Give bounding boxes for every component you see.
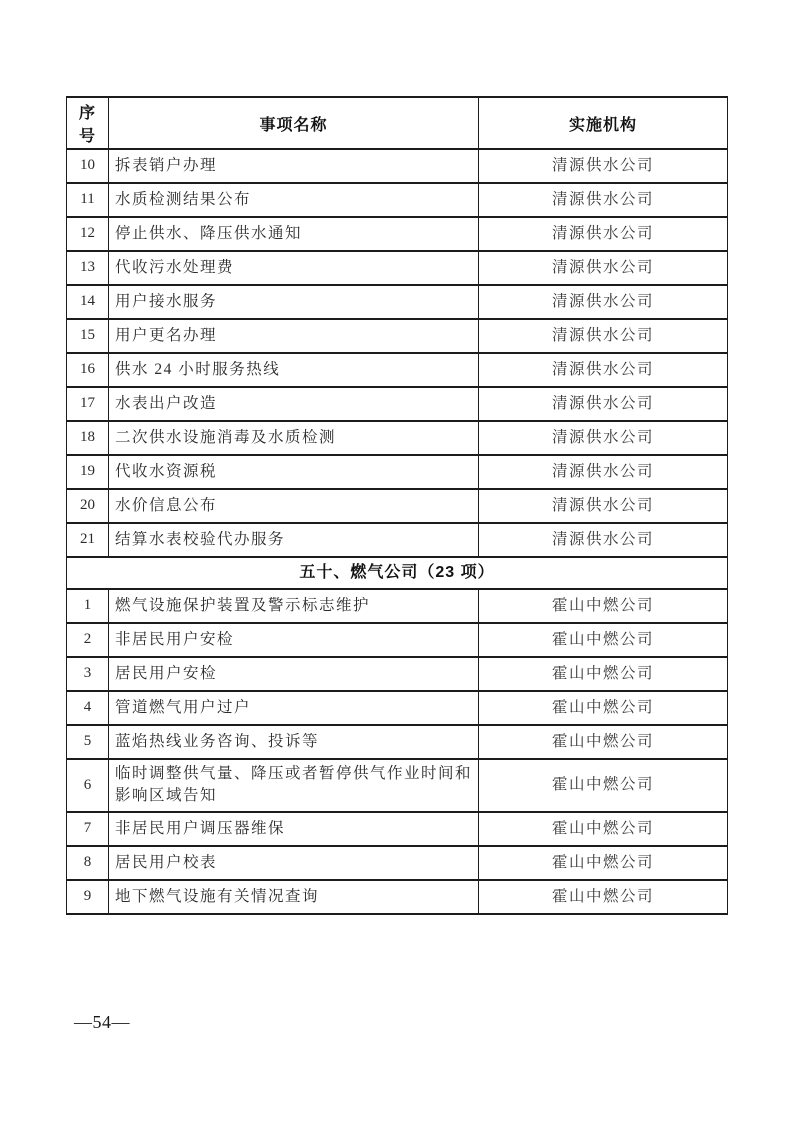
page-number: —54— bbox=[74, 1012, 130, 1032]
row-number-cell: 20 bbox=[67, 489, 109, 523]
organization-cell: 清源供水公司 bbox=[479, 285, 728, 319]
organization-cell: 清源供水公司 bbox=[479, 217, 728, 251]
item-name-cell: 拆表销户办理 bbox=[109, 149, 479, 183]
row-number-cell: 15 bbox=[67, 319, 109, 353]
table-row bbox=[67, 846, 728, 880]
row-number-cell: 16 bbox=[67, 353, 109, 387]
table-row bbox=[67, 387, 728, 421]
table-row bbox=[67, 725, 728, 759]
organization-cell: 霍山中燃公司 bbox=[479, 657, 728, 691]
item-name-cell: 非居民用户安检 bbox=[109, 623, 479, 657]
row-number-cell: 3 bbox=[67, 657, 109, 691]
organization-cell: 清源供水公司 bbox=[479, 149, 728, 183]
item-name-cell: 非居民用户调压器维保 bbox=[109, 812, 479, 846]
table-header-row bbox=[67, 97, 728, 149]
row-number-cell: 17 bbox=[67, 387, 109, 421]
row-number-cell: 12 bbox=[67, 217, 109, 251]
organization-cell: 清源供水公司 bbox=[479, 523, 728, 557]
table-row bbox=[67, 421, 728, 455]
table-row bbox=[67, 880, 728, 914]
item-name-cell: 水表出户改造 bbox=[109, 387, 479, 421]
organization-cell: 清源供水公司 bbox=[479, 489, 728, 523]
row-number-cell: 19 bbox=[67, 455, 109, 489]
organization-cell: 霍山中燃公司 bbox=[479, 589, 728, 623]
row-number-cell: 5 bbox=[67, 725, 109, 759]
item-name-cell: 管道燃气用户过户 bbox=[109, 691, 479, 725]
organization-cell: 霍山中燃公司 bbox=[479, 623, 728, 657]
item-name-cell: 停止供水、降压供水通知 bbox=[109, 217, 479, 251]
organization-cell: 清源供水公司 bbox=[479, 387, 728, 421]
item-name-cell: 二次供水设施消毒及水质检测 bbox=[109, 421, 479, 455]
row-number-cell: 4 bbox=[67, 691, 109, 725]
table-row bbox=[67, 489, 728, 523]
table-row bbox=[67, 353, 728, 387]
item-name-cell: 供水 24 小时服务热线 bbox=[109, 353, 479, 387]
table-row bbox=[67, 759, 728, 812]
item-name-cell: 蓝焰热线业务咨询、投诉等 bbox=[109, 725, 479, 759]
item-name-cell: 代收水资源税 bbox=[109, 455, 479, 489]
row-number-cell: 18 bbox=[67, 421, 109, 455]
item-name-cell: 燃气设施保护装置及警示标志维护 bbox=[109, 589, 479, 623]
table-row bbox=[67, 285, 728, 319]
table-row bbox=[67, 149, 728, 183]
item-name-cell: 水质检测结果公布 bbox=[109, 183, 479, 217]
section-header-row bbox=[67, 557, 728, 589]
item-name-cell: 居民用户校表 bbox=[109, 846, 479, 880]
table-row bbox=[67, 623, 728, 657]
row-number-cell: 10 bbox=[67, 149, 109, 183]
row-number-cell: 6 bbox=[67, 759, 109, 812]
table-row bbox=[67, 319, 728, 353]
organization-cell: 清源供水公司 bbox=[479, 319, 728, 353]
table-row bbox=[67, 183, 728, 217]
organization-cell: 清源供水公司 bbox=[479, 353, 728, 387]
organization-cell: 霍山中燃公司 bbox=[479, 846, 728, 880]
header-cell-organization: 实施机构 bbox=[479, 97, 728, 149]
table-row bbox=[67, 691, 728, 725]
organization-cell: 清源供水公司 bbox=[479, 421, 728, 455]
item-name-cell: 临时调整供气量、降压或者暂停供气作业时间和影响区域告知 bbox=[109, 759, 479, 812]
table-row bbox=[67, 251, 728, 285]
item-name-cell: 居民用户安检 bbox=[109, 657, 479, 691]
row-number-cell: 13 bbox=[67, 251, 109, 285]
row-number-cell: 2 bbox=[67, 623, 109, 657]
table-row bbox=[67, 217, 728, 251]
row-number-cell: 9 bbox=[67, 880, 109, 914]
organization-cell: 霍山中燃公司 bbox=[479, 725, 728, 759]
row-number-cell: 8 bbox=[67, 846, 109, 880]
item-name-cell: 结算水表校验代办服务 bbox=[109, 523, 479, 557]
row-number-cell: 14 bbox=[67, 285, 109, 319]
item-name-cell: 地下燃气设施有关情况查询 bbox=[109, 880, 479, 914]
table-row bbox=[67, 589, 728, 623]
section-header-label: 五十、燃气公司（23 项） bbox=[67, 557, 728, 589]
table-row bbox=[67, 455, 728, 489]
item-name-cell: 用户接水服务 bbox=[109, 285, 479, 319]
organization-cell: 清源供水公司 bbox=[479, 455, 728, 489]
header-cell-number: 序号 bbox=[67, 97, 109, 149]
row-number-cell: 21 bbox=[67, 523, 109, 557]
organization-cell: 清源供水公司 bbox=[479, 251, 728, 285]
table-row bbox=[67, 523, 728, 557]
row-number-cell: 11 bbox=[67, 183, 109, 217]
organization-cell: 霍山中燃公司 bbox=[479, 691, 728, 725]
table-row bbox=[67, 812, 728, 846]
table-row bbox=[67, 657, 728, 691]
item-name-cell: 代收污水处理费 bbox=[109, 251, 479, 285]
row-number-cell: 1 bbox=[67, 589, 109, 623]
organization-cell: 清源供水公司 bbox=[479, 183, 728, 217]
item-name-cell: 用户更名办理 bbox=[109, 319, 479, 353]
header-cell-item-name: 事项名称 bbox=[109, 97, 479, 149]
organization-cell: 霍山中燃公司 bbox=[479, 812, 728, 846]
organization-cell: 霍山中燃公司 bbox=[479, 759, 728, 812]
item-name-cell: 水价信息公布 bbox=[109, 489, 479, 523]
service-items-table bbox=[66, 96, 728, 915]
organization-cell: 霍山中燃公司 bbox=[479, 880, 728, 914]
row-number-cell: 7 bbox=[67, 812, 109, 846]
